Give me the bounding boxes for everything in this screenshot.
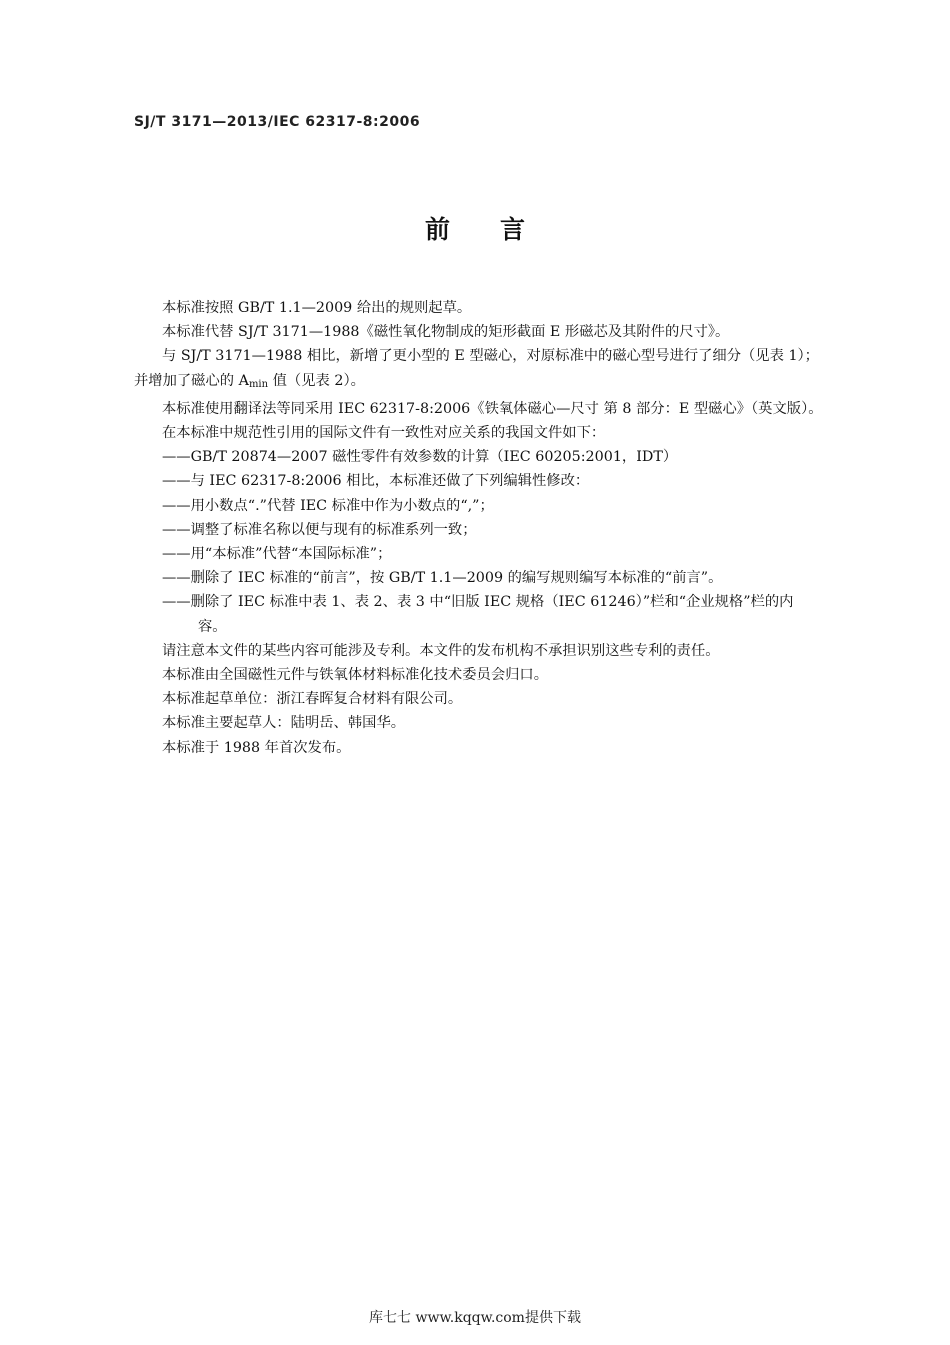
paragraph: 与 SJ/T 3171—1988 相比，新增了更小型的 E 型磁心，对原标准中的磁心型号进行了细分（见表 1）； — [162, 348, 819, 365]
dash-item: ——调整了标准名称以便与现有的标准系列一致； — [162, 521, 477, 538]
paragraph: 在本标准中规范性引用的国际文件有一致性对应关系的我国文件如下： — [162, 425, 606, 442]
page-title: 前言 — [424, 215, 575, 244]
paragraph: 请注意本文件的某些内容可能涉及专利。本文件的发布机构不承担识别这些专利的责任。 — [162, 642, 720, 659]
download-watermark-footer: 库七七 www.kqqw.com提供下载 — [369, 1310, 581, 1326]
dash-item-continuation: 容。 — [198, 618, 227, 635]
paragraph-continuation — [134, 369, 879, 397]
paragraph: 本标准起草单位：浙江春晖复合材料有限公司。 — [162, 691, 463, 708]
dash-item: ——与 IEC 62317-8:2006 相比，本标准还做了下列编辑性修改： — [162, 473, 590, 490]
text-fragment: 并增加了磁心的 A — [134, 372, 249, 389]
paragraph: 本标准按照 GB/T 1.1—2009 给出的规则起草。 — [162, 300, 472, 316]
paragraph: 本标准由全国磁性元件与铁氧体材料标准化技术委员会归口。 — [162, 667, 549, 684]
dash-item: ——删除了 IEC 标准中表 1、表 2、表 3 中“旧版 IEC 规格（IEC 61246）”栏和“企业规格”栏的内 — [162, 594, 794, 611]
dash-item: ——用“本标准”代替“本国际标准”； — [162, 546, 392, 563]
foreword-body — [134, 296, 879, 760]
dash-item: ——用小数点“.”代替 IEC 标准中作为小数点的“,”； — [162, 497, 494, 514]
standard-code: SJ/T 3171—2013/IEC 62317-8:2006 — [134, 114, 421, 130]
dash-item: ——删除了 IEC 标准的“前言”，按 GB/T 1.1—2009 的编写规则编写本标准的“前言”。 — [162, 570, 723, 587]
paragraph: 本标准主要起草人：陆明岳、韩国华。 — [162, 715, 406, 732]
dash-item: ——GB/T 20874—2007 磁性零件有效参数的计算（IEC 60205:2001，IDT） — [162, 449, 678, 466]
paragraph: 本标准于 1988 年首次发布。 — [162, 739, 351, 756]
paragraph: 本标准使用翻译法等同采用 IEC 62317-8:2006《铁氧体磁心—尺寸 第 8 部分：E 型磁心》（英文版）。 — [162, 400, 823, 417]
subscript: min — [248, 378, 269, 390]
paragraph: 本标准代替 SJ/T 3171—1988《磁性氧化物制成的矩形截面 E 形磁芯及其附件的尺寸》。 — [162, 324, 730, 341]
text-fragment: 值（见表 2）。 — [268, 372, 365, 389]
